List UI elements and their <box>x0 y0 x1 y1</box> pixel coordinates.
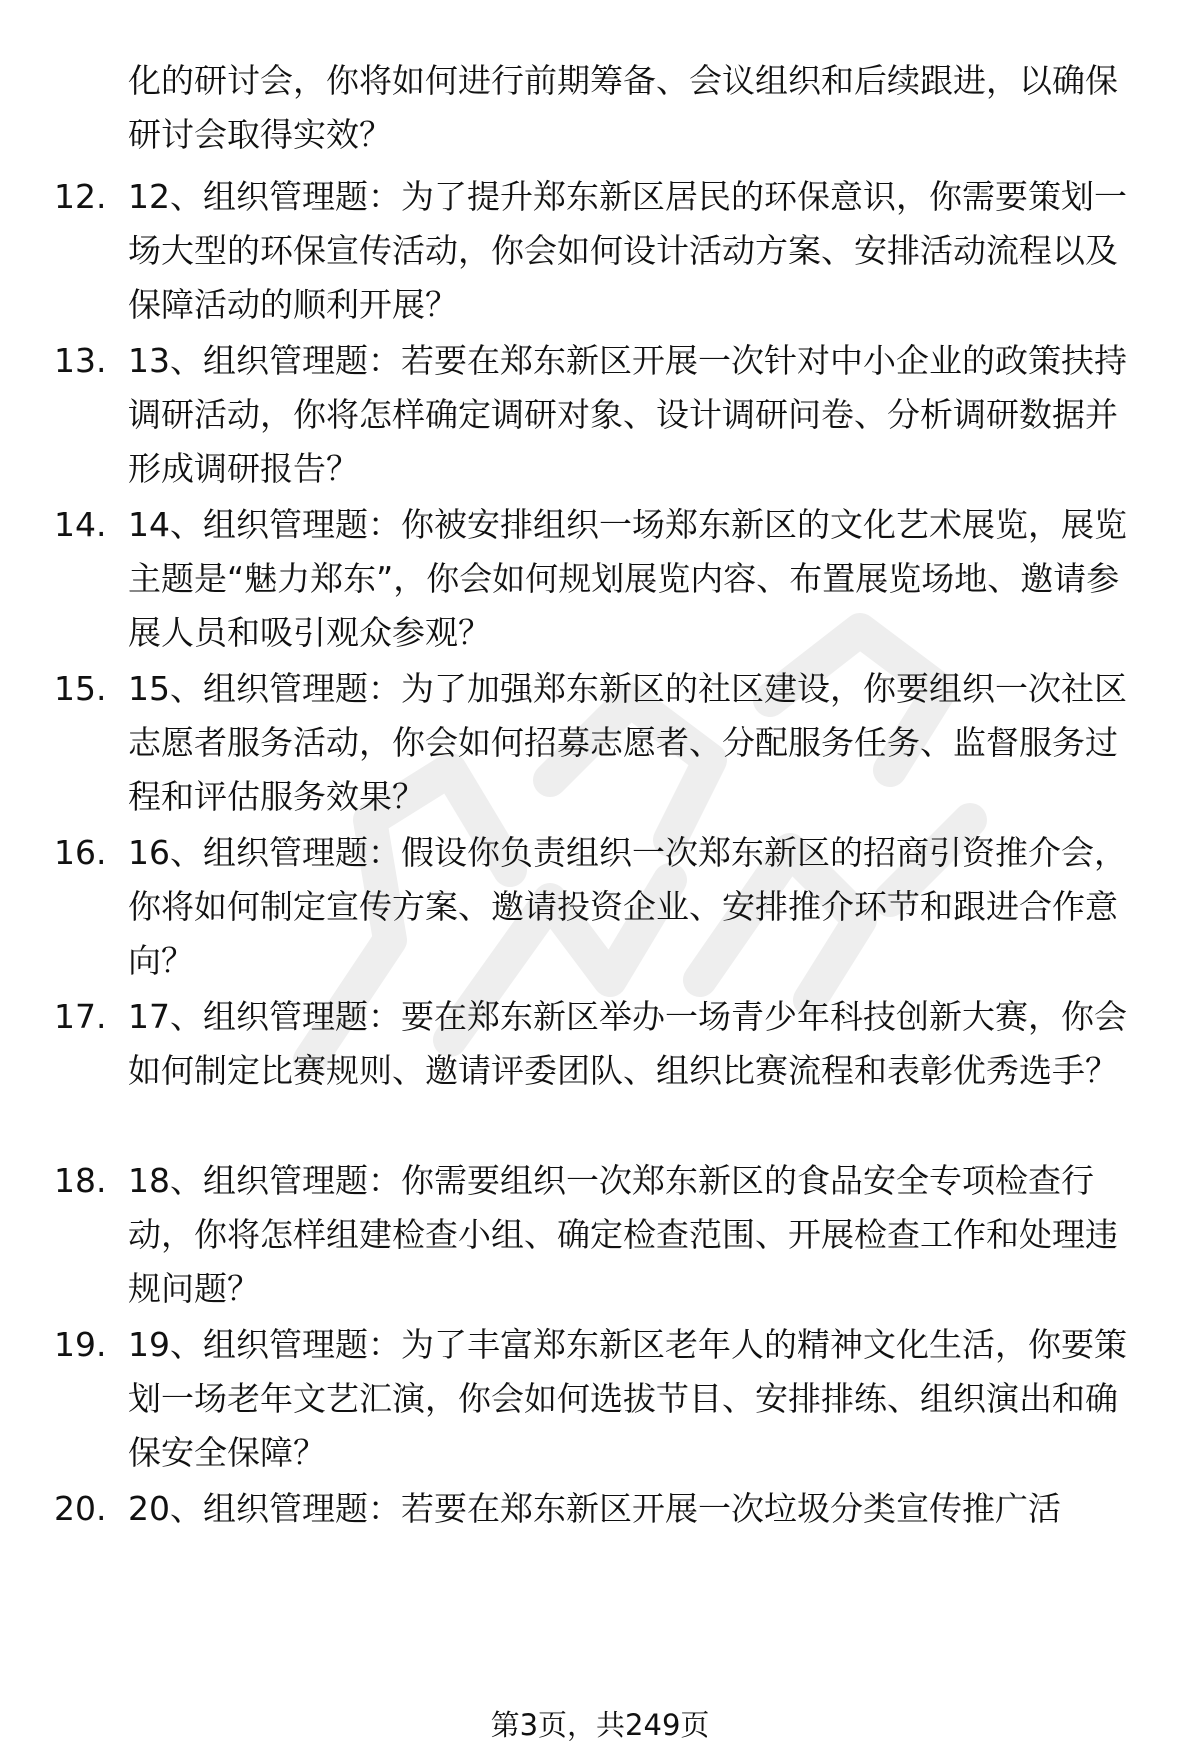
list-item-text: 15、组织管理题：为了加强郑东新区的社区建设，你要组织一次社区志愿者服务活动，你会如何招募志愿者、分配服务任务、监督服务过程和评估服务效果？ <box>128 669 1127 816</box>
list-item-text: 18、组织管理题：你需要组织一次郑东新区的食品安全专项检查行动，你将怎样组建检查小组、确定检查范围、开展检查工作和处理违规问题？ <box>128 1161 1118 1308</box>
list-item-text: 16、组织管理题：假设你负责组织一次郑东新区的招商引资推介会，你将如何制定宣传方案、邀请投资企业、安排推介环节和跟进合作意向？ <box>128 833 1127 980</box>
list-item-number: 16. <box>54 833 107 872</box>
list-item-number: 20. <box>54 1489 107 1528</box>
list-item-number: 19. <box>54 1325 107 1364</box>
list-item-text: 20、组织管理题：若要在郑东新区开展一次垃圾分类宣传推广活 <box>128 1489 1061 1528</box>
list-item-number: 18. <box>54 1161 107 1200</box>
list-item-number: 17. <box>54 997 107 1036</box>
list-item-text: 14、组织管理题：你被安排组织一场郑东新区的文化艺术展览，展览主题是“魅力郑东”，你会如何规划展览内容、布置展览场地、邀请参展人员和吸引观众参观？ <box>128 505 1127 652</box>
list-item-text: 12、组织管理题：为了提升郑东新区居民的环保意识，你需要策划一场大型的环保宣传活动，你会如何设计活动方案、安排活动流程以及保障活动的顺利开展？ <box>128 177 1127 324</box>
continuation-text: 化的研讨会，你将如何进行前期筹备、会议组织和后续跟进，以确保研讨会取得实效？ <box>128 61 1118 154</box>
list-item-number: 14. <box>54 505 107 544</box>
page-footer: 第3页，共249页 <box>490 1708 710 1742</box>
list-item-number: 13. <box>54 341 107 380</box>
list-item-number: 12. <box>54 177 107 216</box>
list-item-text: 13、组织管理题：若要在郑东新区开展一次针对中小企业的政策扶持调研活动，你将怎样确定调研对象、设计调研问卷、分析调研数据并形成调研报告？ <box>128 341 1127 488</box>
list-item-text: 19、组织管理题：为了丰富郑东新区老年人的精神文化生活，你要策划一场老年文艺汇演，你会如何选拔节目、安排排练、组织演出和确保安全保障？ <box>128 1325 1127 1472</box>
list-item-number: 15. <box>54 669 107 708</box>
list-item-text: 17、组织管理题：要在郑东新区举办一场青少年科技创新大赛，你会如何制定比赛规则、邀请评委团队、组织比赛流程和表彰优秀选手？ <box>128 997 1127 1090</box>
